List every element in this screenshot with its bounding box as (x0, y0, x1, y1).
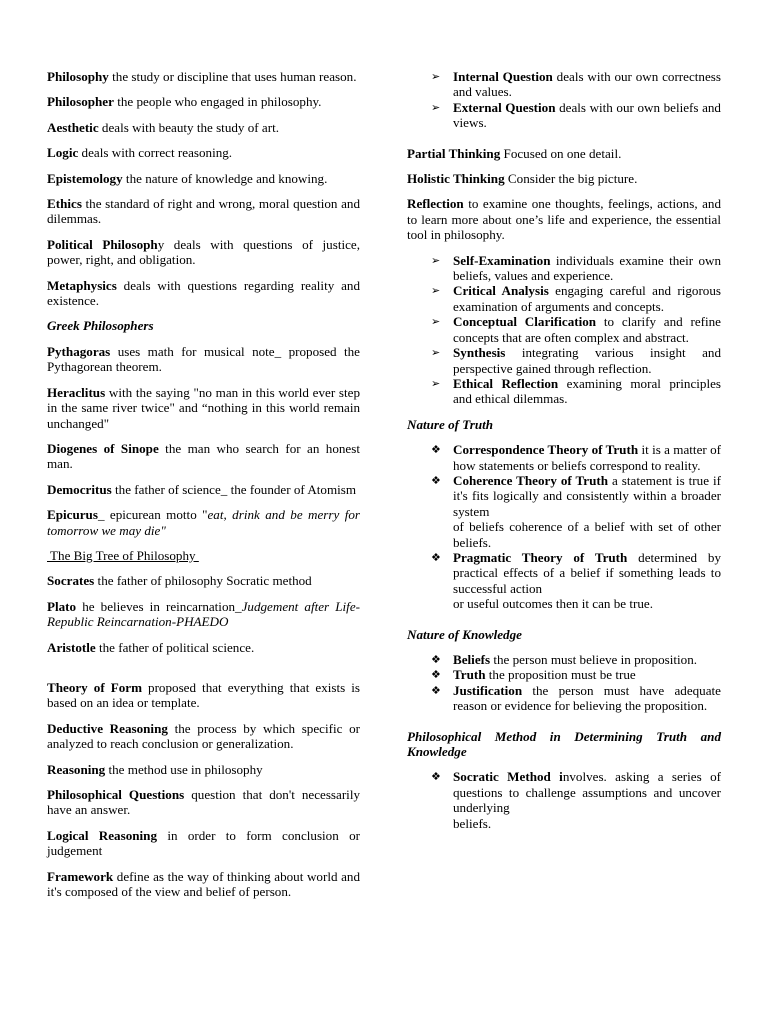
def-heraclitus: Heraclitus with the saying "no man in this world ever step in the same river twice" and “nothing in this world remain unchanged" (47, 384, 360, 431)
def-partial-thinking: Partial Thinking Focused on one detail. (407, 145, 622, 161)
list-item: ❖ Correspondence Theory of Truth it is a matter of how statements or beliefs correspond to reality. (431, 442, 721, 473)
list-item: ❖ Beliefs the person must believe in proposition. (431, 652, 698, 667)
def-metaphysics: Metaphysics deals with questions regarding reality and existence. (47, 277, 360, 309)
arrow-bullet-icon: ➢ (431, 284, 441, 298)
right-column (407, 69, 721, 841)
def-diogenes: Diogenes of Sinope the man who search for an honest man. (47, 440, 360, 472)
def-philosopher: Philosopher the people who engaged in philosophy. (47, 94, 322, 110)
left-column (47, 69, 360, 909)
def-political-philosophy: Political Philosophy deals with questions of justice, power, right, and obligation. (47, 236, 360, 268)
def-epicurus: Epicurus_ epicurean motto "eat, drink and be merry for tomorrow we may die" (47, 507, 360, 538)
reflection-list (407, 253, 721, 407)
list-item: ➢ Self-Examination individuals examine their own beliefs, values and experience. (431, 252, 721, 284)
list-item: ❖ Justification the person must have adequate reason or evidence for believing the proposition. (431, 682, 721, 714)
def-framework: Framework define as the way of thinking about world and it's composed of the view and belief of person. (47, 868, 360, 900)
def-aesthetic: Aesthetic deals with beauty the study of art. (47, 119, 279, 135)
arrow-bullet-icon: ➢ (431, 100, 441, 114)
def-reasoning: Reasoning the method use in philosophy (47, 761, 263, 777)
def-plato: Plato he believes in reincarnation_Judgement after Life-Republic Reincarnation-PHAEDO (47, 598, 360, 630)
big-tree-heading: The Big Tree of Philosophy (47, 547, 199, 563)
arrow-bullet-icon: ➢ (431, 346, 441, 360)
def-aristotle: Aristotle the father of political science. (47, 639, 255, 655)
questions-list (407, 69, 721, 131)
list-item: ➢ Ethical Reflection examining moral principles and ethical dilemmas. (431, 375, 721, 407)
truth-list (407, 442, 721, 611)
def-holistic-thinking: Holistic Thinking Consider the big picture. (407, 171, 638, 187)
list-item: ❖ Pragmatic Theory of Truth determined by practical effects of a belief if something leads to successful action or useful outcomes then it can be true. (431, 549, 721, 612)
list-item: ➢ Critical Analysis engaging careful and rigorous examination of arguments and concepts. (431, 283, 722, 314)
def-democritus: Democritus the father of science_ the founder of Atomism (47, 481, 357, 497)
def-epistemology: Epistemology the nature of knowledge and knowing. (47, 170, 328, 186)
def-philosophical-questions: Philosophical Questions question that don't necessarily have an answer. (47, 787, 361, 818)
diamond-bullet-icon: ❖ (431, 443, 441, 457)
def-philosophy: Philosophy the study or discipline that uses human reason. (47, 69, 357, 84)
def-deductive-reasoning: Deductive Reasoning the process by which specific or analyzed to reach conclusion or generalization. (47, 720, 361, 752)
arrow-bullet-icon: ➢ (431, 253, 441, 267)
blank-gap (47, 665, 360, 680)
method-list (407, 769, 721, 831)
list-item: ❖ Coherence Theory of Truth a statement is true if it's fits logically and consistently within a broader system of beliefs coherence of a belief with set of other beliefs. (431, 472, 721, 550)
diamond-bullet-icon: ❖ (431, 653, 441, 666)
list-item: ➢ Synthesis integrating various insight and perspective gained through reflection. (431, 345, 721, 376)
diamond-bullet-icon: ❖ (431, 683, 441, 697)
def-ethics: Ethics the standard of right and wrong, moral question and dilemmas. (47, 196, 360, 227)
def-logic: Logic deals with correct reasoning. (47, 145, 233, 161)
def-socrates: Socrates the father of philosophy Socratic method (47, 573, 312, 589)
def-logical-reasoning: Logical Reasoning in order to form conclusion or judgement (47, 827, 360, 859)
diamond-bullet-icon: ❖ (431, 550, 441, 564)
diamond-bullet-icon: ❖ (431, 473, 441, 487)
nature-of-knowledge-heading: Nature of Knowledge (407, 626, 522, 642)
def-theory-of-form: Theory of Form proposed that everything that exists is based on an idea or template. (47, 679, 361, 711)
arrow-bullet-icon: ➢ (431, 70, 441, 83)
diamond-bullet-icon: ❖ (431, 770, 441, 784)
arrow-bullet-icon: ➢ (431, 376, 441, 390)
diamond-bullet-icon: ❖ (431, 668, 441, 682)
list-item: ➢ External Question deals with our own beliefs and views. (431, 99, 721, 131)
def-pythagoras: Pythagoras uses math for musical note_ proposed the Pythagorean theorem. (47, 343, 360, 375)
nature-of-truth-heading: Nature of Truth (407, 416, 494, 432)
greek-philosophers-heading: Greek Philosophers (47, 318, 154, 334)
list-item: ➢ Conceptual Clarification to clarify and refine concepts that are often complex and abstract. (431, 314, 721, 345)
arrow-bullet-icon: ➢ (431, 315, 441, 329)
list-item: ❖ Truth the proposition must be true (431, 667, 636, 683)
philosophical-method-heading: Philosophical Method in Determining Truth and Knowledge (407, 728, 721, 760)
def-reflection: Reflection to examine one thoughts, feelings, actions, and to learn more about one’s life and experience, the essential tool in philosophy. (407, 196, 721, 243)
list-item: ➢ Internal Question deals with our own correctness and values. (431, 69, 721, 100)
knowledge-list (407, 652, 721, 714)
list-item: ❖ Socratic Method involves. asking a series of questions to challenge assumptions and uncover underlying beliefs. (431, 769, 721, 831)
